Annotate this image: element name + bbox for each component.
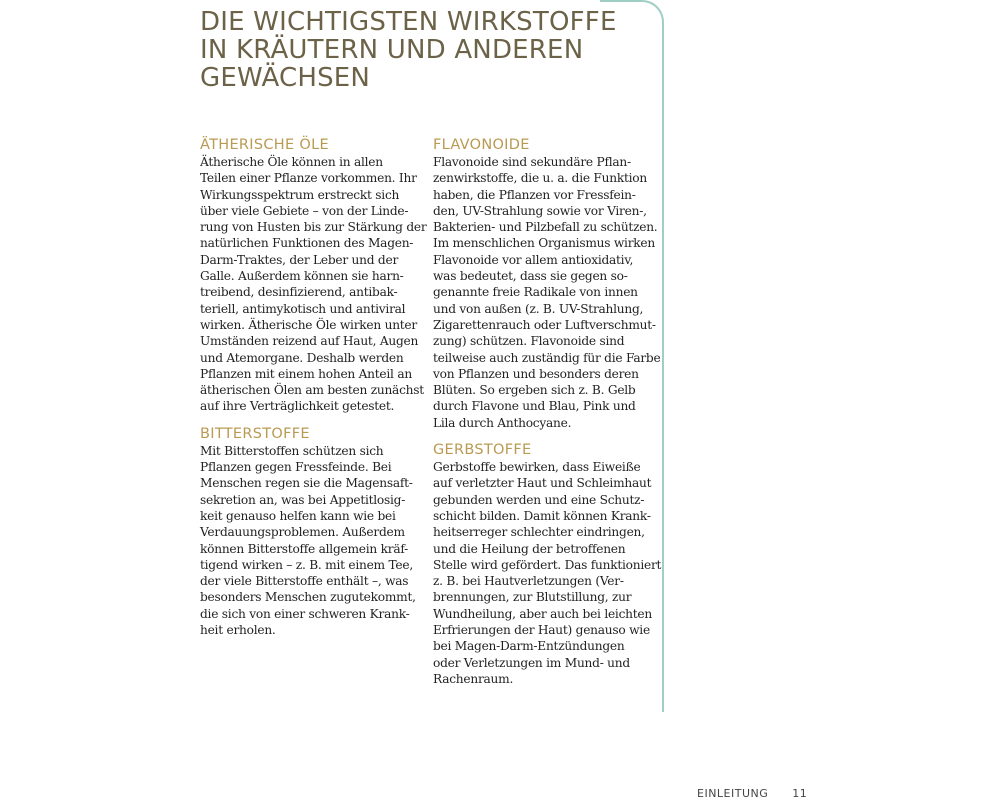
text-line: Galle. Außerdem können sie harn-	[200, 269, 404, 284]
section-flavonoide	[433, 136, 661, 431]
text-line: Im menschlichen Organismus wirken	[433, 236, 655, 251]
text-line: Blüten. So ergeben sich z. B. Gelb	[433, 383, 636, 398]
text-line: und Atemorgane. Deshalb werden	[200, 350, 404, 365]
text-line: durch Flavone und Blau, Pink und	[433, 399, 636, 414]
text-line: Teilen einer Pflanze vorkommen. Ihr	[200, 171, 417, 186]
section-body	[200, 154, 427, 415]
text-line: genannte freie Radikale von innen	[433, 285, 638, 300]
section-heading: ÄTHERISCHE ÖLE	[200, 137, 329, 153]
section-heading: FLAVONOIDE	[433, 137, 530, 153]
text-line: Stelle wird gefördert. Das funktioniert	[433, 557, 662, 572]
section-body	[433, 154, 661, 431]
text-line: auf verletzter Haut und Schleimhaut	[433, 476, 652, 491]
title-line: IN KRÄUTERN UND ANDEREN	[200, 35, 584, 65]
right-column	[433, 136, 662, 697]
text-line: bei Magen-Darm-Entzündungen	[433, 639, 625, 654]
page-number: 11	[792, 787, 808, 800]
page-footer	[697, 787, 807, 800]
text-line: Wirkungsspektrum erstreckt sich	[200, 187, 400, 202]
text-line: Bakterien- und Pilzbefall zu schützen.	[433, 220, 658, 235]
text-line: und von außen (z. B. UV-Strahlung,	[433, 301, 644, 316]
text-line: sekretion an, was bei Appetitlosig-	[200, 492, 406, 507]
text-line: Umständen reizend auf Haut, Augen	[200, 334, 419, 349]
text-line: tigend wirken – z. B. mit einem Tee,	[200, 557, 413, 572]
text-line: oder Verletzungen im Mund- und	[433, 655, 630, 670]
text-line: von Pflanzen und besonders deren	[433, 366, 639, 381]
text-line: Rachenraum.	[433, 671, 514, 686]
text-line: teriell, antimykotisch und antiviral	[200, 301, 406, 316]
text-line: haben, die Pflanzen vor Fressfein-	[433, 187, 636, 202]
title-line: GEWÄCHSEN	[200, 63, 371, 93]
text-line: Ätherische Öle können in allen	[200, 155, 383, 169]
text-line: Pflanzen gegen Fressfeinde. Bei	[200, 460, 392, 475]
text-line: Erfrierungen der Haut) genauso wie	[433, 623, 650, 638]
text-line: und die Heilung der betroffenen	[433, 541, 626, 556]
text-line: z. B. bei Hautverletzungen (Ver-	[433, 574, 624, 589]
text-line: Flavonoide vor allem antioxidativ,	[433, 252, 634, 267]
left-column	[200, 136, 427, 648]
section-gerbstoffe	[433, 441, 662, 687]
section-aetherische-oele	[200, 136, 427, 415]
text-line: die sich von einer schweren Krank-	[200, 606, 410, 621]
text-line: Menschen regen sie die Magensaft-	[200, 476, 413, 491]
section-heading: BITTERSTOFFE	[200, 425, 310, 442]
text-line: Flavonoide sind sekundäre Pflan-	[433, 155, 631, 169]
section-body	[200, 443, 422, 639]
text-line: keit genauso helfen kann wie bei	[200, 508, 396, 523]
text-line: Mit Bitterstoffen schützen sich	[200, 443, 384, 458]
text-line: der viele Bitterstoffe enthält –, was	[200, 574, 409, 589]
text-line: Gerbstoffe bewirken, dass Eiweiße	[433, 460, 641, 475]
text-line: auf ihre Verträglichkeit getestet.	[200, 399, 395, 414]
text-line: Pflanzen mit einem hohen Anteil an	[200, 366, 412, 381]
page-title	[200, 8, 670, 92]
text-line: was bedeutet, dass sie gegen so-	[433, 269, 628, 284]
text-line: über viele Gebiete – von der Linde-	[200, 203, 409, 218]
text-line: den, UV-Strahlung sowie vor Viren-,	[433, 203, 647, 218]
footer-section-label: EINLEITUNG	[697, 787, 769, 800]
text-line: brennungen, zur Blutstillung, zur	[433, 590, 632, 605]
title-line: DIE WICHTIGSTEN WIRKSTOFFE	[200, 7, 617, 37]
text-line: teilweise auch zuständig für die Farbe	[433, 350, 661, 365]
text-line: heit erholen.	[200, 623, 276, 638]
text-line: Zigarettenrauch oder Luftverschmut-	[433, 317, 656, 332]
section-heading: GERBSTOFFE	[433, 442, 532, 459]
text-line: rung von Husten bis zur Stärkung der	[200, 220, 427, 235]
text-line: Wundheilung, aber auch bei leichten	[433, 606, 652, 621]
text-line: heitserreger schlechter eindringen,	[433, 525, 645, 540]
text-line: Verdauungsproblemen. Außerdem	[200, 525, 405, 540]
section-bitterstoffe	[200, 425, 422, 639]
text-line: wirken. Ätherische Öle wirken unter	[200, 317, 417, 332]
text-line: natürlichen Funktionen des Magen-	[200, 236, 414, 251]
text-line: treibend, desinfizierend, antibak-	[200, 285, 398, 300]
text-line: Lila durch Anthocyane.	[433, 415, 572, 430]
text-line: gebunden werden und eine Schutz-	[433, 492, 645, 507]
text-line: zenwirkstoffe, die u. a. die Funktion	[433, 171, 647, 186]
text-line: besonders Menschen zugutekommt,	[200, 590, 416, 605]
section-body	[433, 459, 662, 687]
text-line: Darm-Traktes, der Leber und der	[200, 252, 399, 267]
text-line: zung) schützen. Flavonoide sind	[433, 334, 625, 349]
text-line: ätherischen Ölen am besten zunächst	[200, 383, 424, 398]
text-line: können Bitterstoffe allgemein kräf-	[200, 541, 409, 556]
text-line: schicht bilden. Damit können Krank-	[433, 508, 651, 523]
